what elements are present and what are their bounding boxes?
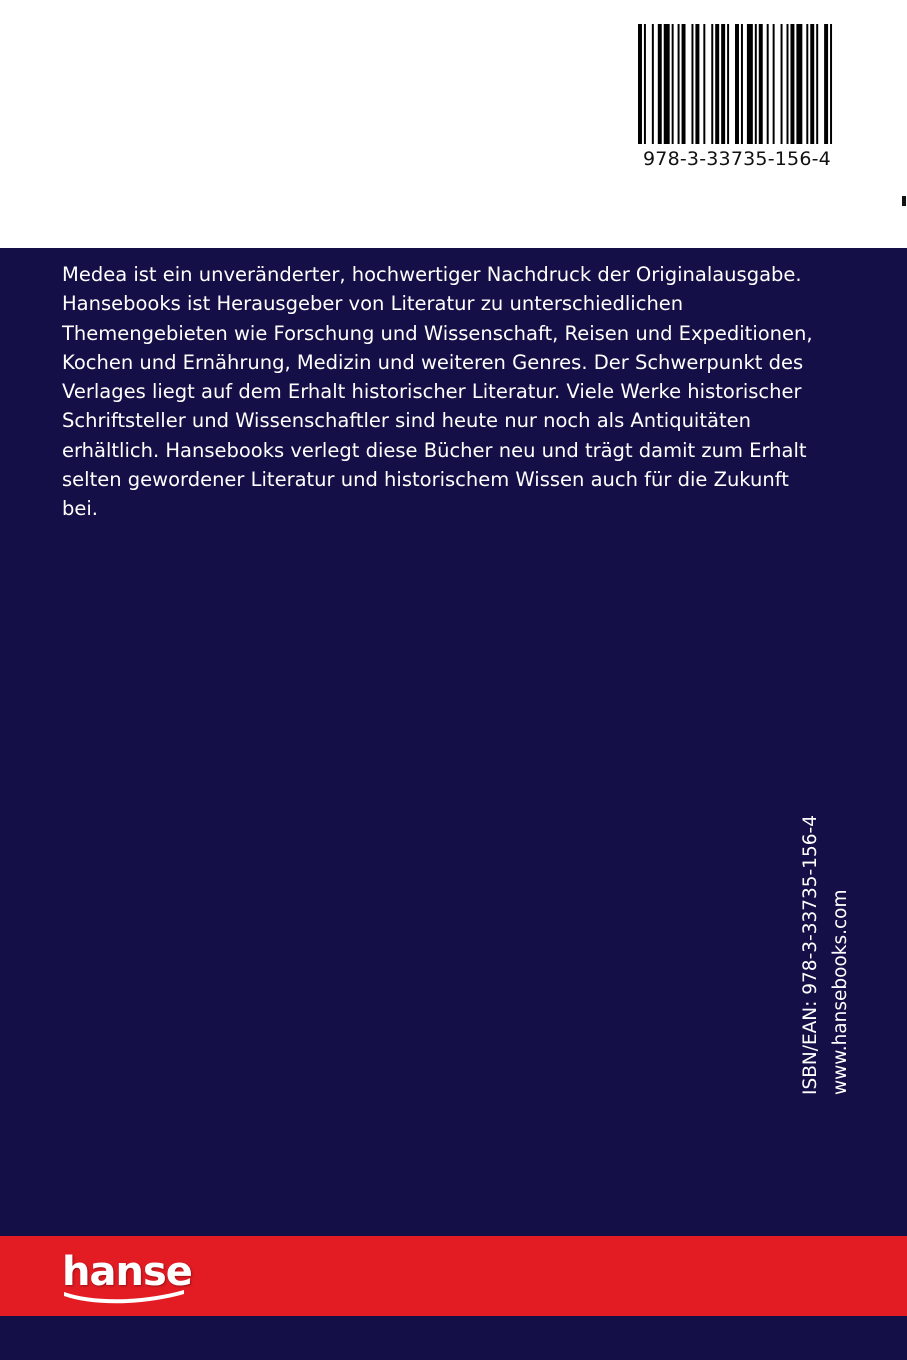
barcode-bar <box>747 24 753 144</box>
barcode-bar <box>781 24 783 144</box>
barcode-bar <box>638 24 642 144</box>
crop-mark <box>902 196 906 206</box>
barcode-bar <box>773 24 775 144</box>
barcode <box>638 24 836 174</box>
barcode-bar <box>711 24 713 144</box>
book-description <box>62 260 862 524</box>
barcode-bar <box>658 24 662 144</box>
barcode-bar <box>735 24 739 144</box>
bottom-strip <box>0 1316 907 1360</box>
barcode-bar <box>810 24 814 144</box>
spine-info <box>800 790 858 1095</box>
description-line: Verlages liegt auf dem Erhalt historischer Literatur. Viele Werke historischer <box>62 380 802 404</box>
barcode-bar <box>806 24 808 144</box>
barcode-bar <box>682 24 686 144</box>
description-line: erhältlich. Hansebooks verlegt diese Bücher neu und trägt damit zum Erhalt <box>62 438 807 462</box>
description-line: Hansebooks ist Herausgeber von Literatur zu unterschiedlichen <box>62 292 684 316</box>
barcode-bar <box>767 24 769 144</box>
barcode-bar <box>741 24 743 144</box>
barcode-bar <box>816 24 818 144</box>
barcode-bar <box>678 24 680 144</box>
barcode-bar <box>796 24 802 144</box>
barcode-bar <box>755 24 757 144</box>
barcode-bar <box>790 24 794 144</box>
barcode-bar <box>672 24 674 144</box>
barcode-bar <box>691 24 693 144</box>
isbn-text: ISBN/EAN: 978-3-33735-156-4 <box>800 815 821 1095</box>
description-line: Medea ist ein unveränderter, hochwertiger Nachdruck der Originalausgabe. <box>62 263 802 286</box>
barcode-bar <box>787 24 789 144</box>
barcode-bar <box>824 24 828 144</box>
logo-text: hanse <box>62 1249 192 1295</box>
website-text: www.hansebooks.com <box>830 889 851 1095</box>
barcode-bar <box>664 24 670 144</box>
description-line: bei. <box>62 497 98 521</box>
barcode-number: 978-3-33735-156-4 <box>643 148 831 170</box>
barcode-bar <box>695 24 699 144</box>
barcode-bar <box>644 24 646 144</box>
top-white-area <box>0 0 907 248</box>
barcode-bar <box>830 24 832 144</box>
barcode-bar <box>703 24 705 144</box>
description-line: selten gewordener Literatur und historischem Wissen auch für die Zukunft <box>62 468 789 492</box>
barcode-bar <box>759 24 763 144</box>
description-line: Themengebieten wie Forschung und Wissenschaft, Reisen und Expeditionen, <box>62 321 813 345</box>
hanse-logo <box>62 1250 192 1306</box>
barcode-bar <box>715 24 719 144</box>
barcode-bar <box>652 24 654 144</box>
barcode-bar <box>727 24 729 144</box>
description-line: Kochen und Ernährung, Medizin und weiteren Genres. Der Schwerpunkt des <box>62 350 804 374</box>
description-line: Schriftsteller und Wissenschaftler sind heute nur noch als Antiquitäten <box>62 409 751 433</box>
barcode-bar <box>721 24 725 144</box>
barcode-bars <box>638 24 836 144</box>
logo-swoosh-icon <box>62 1286 186 1306</box>
